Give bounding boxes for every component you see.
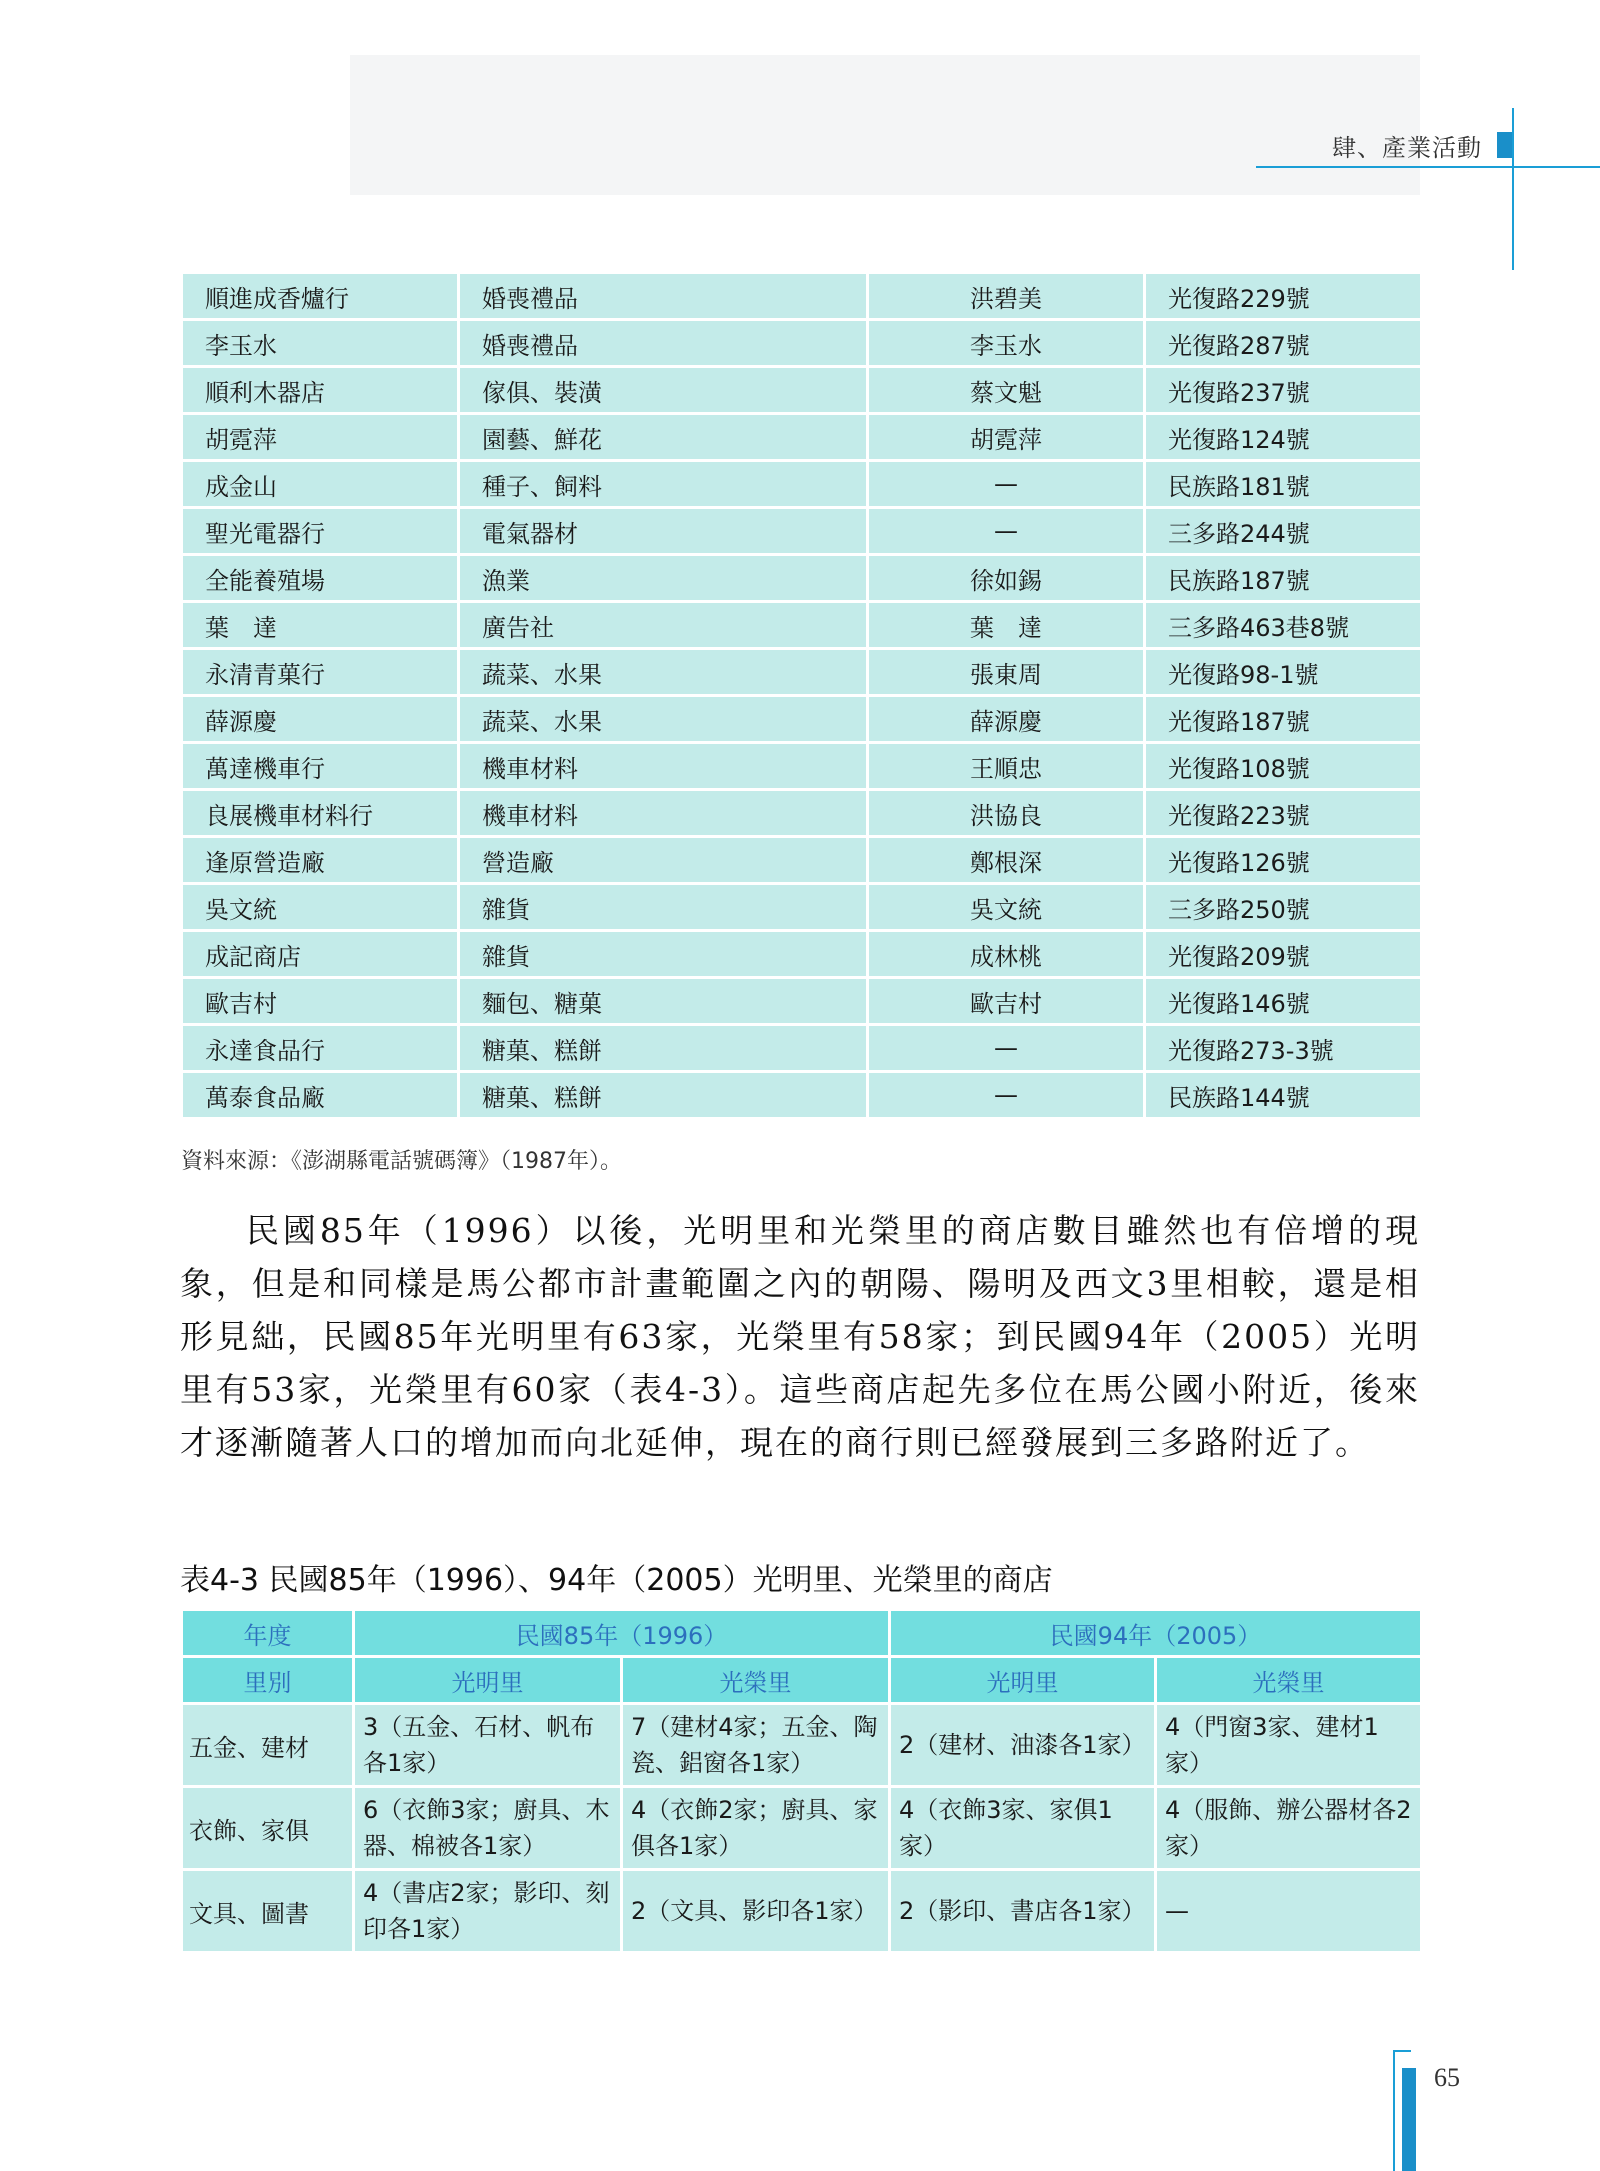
business-type-cell: 糖菓、糕餅: [459, 1025, 868, 1072]
count-cell: 4（衣飾3家、家俱1家）: [890, 1787, 1156, 1870]
address-cell: 民族路181號: [1145, 461, 1422, 508]
owner-cell: 洪協良: [868, 790, 1145, 837]
count-cell: 4（衣飾2家；廚具、家俱各1家）: [622, 1787, 890, 1870]
business-type-cell: 漁業: [459, 555, 868, 602]
table-row: [182, 931, 1422, 978]
owner-cell: 洪碧美: [868, 273, 1145, 320]
owner-cell: —: [868, 508, 1145, 555]
table-row: [182, 555, 1422, 602]
table-row: [182, 837, 1422, 884]
owner-cell: 葉 達: [868, 602, 1145, 649]
table-row: [182, 320, 1422, 367]
shop-name-cell: 成記商店: [182, 931, 459, 978]
address-cell: 三多路250號: [1145, 884, 1422, 931]
business-type-cell: 廣告社: [459, 602, 868, 649]
owner-cell: 成林桃: [868, 931, 1145, 978]
count-cell: 3（五金、石材、帆布各1家）: [354, 1704, 622, 1787]
address-cell: 光復路237號: [1145, 367, 1422, 414]
count-cell: 2（影印、書店各1家）: [890, 1870, 1156, 1953]
shop-name-cell: 全能養殖場: [182, 555, 459, 602]
table-row: [182, 1072, 1422, 1119]
count-cell: 4（門窗3家、建材1家）: [1156, 1704, 1422, 1787]
table-row: [182, 1870, 1422, 1953]
shop-name-cell: 順進成香爐行: [182, 273, 459, 320]
shop-name-cell: 胡霓萍: [182, 414, 459, 461]
header-li-name: 光明里: [890, 1657, 1156, 1704]
address-cell: 三多路244號: [1145, 508, 1422, 555]
address-cell: 光復路223號: [1145, 790, 1422, 837]
owner-cell: —: [868, 461, 1145, 508]
body-paragraph: 民國85年（1996）以後，光明里和光榮里的商店數目雖然也有倍增的現象，但是和同樣是馬公都市計畫範圍之內的朝陽、陽明及西文3里相較，還是相形見絀，民國85年光明里有63家，光榮里有58家；到民國94年（2005）光明里有53家，光榮里有60家（表4-3）。這些商店起先多位在馬公國小附近，後來才逐漸隨著人口的增加而向北延伸，現在的商行則已經發展到三多路附近了。: [180, 1211, 1420, 1462]
header-li-name: 光明里: [354, 1657, 622, 1704]
footer-tick: [1393, 2050, 1411, 2052]
shop-name-cell: 萬泰食品廠: [182, 1072, 459, 1119]
address-cell: 三多路463巷8號: [1145, 602, 1422, 649]
table-row: [182, 1704, 1422, 1787]
business-type-cell: 傢俱、裝潢: [459, 367, 868, 414]
category-label: 衣飾、家俱: [182, 1787, 354, 1870]
business-type-cell: 電氣器材: [459, 508, 868, 555]
owner-cell: 鄭根深: [868, 837, 1145, 884]
business-type-cell: 婚喪禮品: [459, 320, 868, 367]
table-row: [182, 508, 1422, 555]
business-type-cell: 機車材料: [459, 743, 868, 790]
footer-page-bar: [1402, 2068, 1416, 2171]
table-row: [182, 978, 1422, 1025]
header-year-1996: 民國85年（1996）: [354, 1610, 890, 1657]
shop-name-cell: 逢原營造廠: [182, 837, 459, 884]
address-cell: 光復路146號: [1145, 978, 1422, 1025]
table-row: [182, 743, 1422, 790]
table-row: [182, 649, 1422, 696]
table-row: [182, 461, 1422, 508]
shop-name-cell: 吳文統: [182, 884, 459, 931]
chapter-title: 肆、產業活動: [1332, 134, 1482, 162]
header-li-name: 光榮里: [622, 1657, 890, 1704]
address-cell: 光復路287號: [1145, 320, 1422, 367]
shop-name-cell: 薛源慶: [182, 696, 459, 743]
shop-name-cell: 良展機車材料行: [182, 790, 459, 837]
table-row: [182, 367, 1422, 414]
owner-cell: 吳文統: [868, 884, 1145, 931]
table-row: [182, 1025, 1422, 1072]
count-cell: 6（衣飾3家；廚具、木器、棉被各1家）: [354, 1787, 622, 1870]
address-cell: 光復路273-3號: [1145, 1025, 1422, 1072]
business-type-cell: 營造廠: [459, 837, 868, 884]
count-cell: —: [1156, 1870, 1422, 1953]
business-type-cell: 糖菓、糕餅: [459, 1072, 868, 1119]
business-type-cell: 蔬菜、水果: [459, 649, 868, 696]
header-rule-horizontal: [1256, 166, 1600, 168]
header-li-label: 里別: [182, 1657, 354, 1704]
business-type-cell: 雜貨: [459, 884, 868, 931]
business-type-cell: 蔬菜、水果: [459, 696, 868, 743]
header-li-name: 光榮里: [1156, 1657, 1422, 1704]
address-cell: 民族路187號: [1145, 555, 1422, 602]
owner-cell: 徐如錫: [868, 555, 1145, 602]
owner-cell: —: [868, 1025, 1145, 1072]
owner-cell: 王順忠: [868, 743, 1145, 790]
business-type-cell: 種子、飼料: [459, 461, 868, 508]
owner-cell: —: [868, 1072, 1145, 1119]
owner-cell: 胡霓萍: [868, 414, 1145, 461]
business-type-cell: 園藝、鮮花: [459, 414, 868, 461]
table-row: [182, 414, 1422, 461]
address-cell: 光復路229號: [1145, 273, 1422, 320]
count-cell: 7（建材4家；五金、陶瓷、鋁窗各1家）: [622, 1704, 890, 1787]
address-cell: 光復路187號: [1145, 696, 1422, 743]
category-label: 五金、建材: [182, 1704, 354, 1787]
header-rule-vertical: [1512, 108, 1514, 270]
table-row: [182, 602, 1422, 649]
table-row: [182, 790, 1422, 837]
footer-rule: [1393, 2050, 1395, 2171]
shop-name-cell: 聖光電器行: [182, 508, 459, 555]
business-type-cell: 機車材料: [459, 790, 868, 837]
table-row: [182, 1787, 1422, 1870]
owner-cell: 蔡文魁: [868, 367, 1145, 414]
table-row: [182, 696, 1422, 743]
shop-count-table: [180, 1608, 1423, 1954]
shop-name-cell: 葉 達: [182, 602, 459, 649]
header-row-li: [182, 1657, 1422, 1704]
shop-name-cell: 永清青菓行: [182, 649, 459, 696]
address-cell: 民族路144號: [1145, 1072, 1422, 1119]
table-caption: 表4-3 民國85年（1996）、94年（2005）光明里、光榮里的商店: [180, 1563, 1053, 1598]
business-type-cell: 麵包、糖菓: [459, 978, 868, 1025]
header-marker: [1497, 132, 1513, 158]
owner-cell: 薛源慶: [868, 696, 1145, 743]
count-cell: 4（服飾、辦公器材各2家）: [1156, 1787, 1422, 1870]
table-row: [182, 884, 1422, 931]
owner-cell: 歐吉村: [868, 978, 1145, 1025]
shop-name-cell: 歐吉村: [182, 978, 459, 1025]
shop-name-cell: 萬達機車行: [182, 743, 459, 790]
shop-name-cell: 永達食品行: [182, 1025, 459, 1072]
address-cell: 光復路98-1號: [1145, 649, 1422, 696]
address-cell: 光復路126號: [1145, 837, 1422, 884]
owner-cell: 李玉水: [868, 320, 1145, 367]
header-year-label: 年度: [182, 1610, 354, 1657]
shop-name-cell: 李玉水: [182, 320, 459, 367]
business-type-cell: 婚喪禮品: [459, 273, 868, 320]
count-cell: 2（建材、油漆各1家）: [890, 1704, 1156, 1787]
shop-name-cell: 順利木器店: [182, 367, 459, 414]
header-row-year: [182, 1610, 1422, 1657]
header-band: [350, 55, 1420, 195]
shop-name-cell: 成金山: [182, 461, 459, 508]
page-number: 65: [1434, 2063, 1460, 2092]
business-type-cell: 雜貨: [459, 931, 868, 978]
category-label: 文具、圖書: [182, 1870, 354, 1953]
table-source-note: 資料來源：《澎湖縣電話號碼簿》（1987年）。: [181, 1149, 622, 1174]
owner-cell: 張東周: [868, 649, 1145, 696]
count-cell: 4（書店2家；影印、刻印各1家）: [354, 1870, 622, 1953]
address-cell: 光復路209號: [1145, 931, 1422, 978]
address-cell: 光復路124號: [1145, 414, 1422, 461]
header-year-2005: 民國94年（2005）: [890, 1610, 1422, 1657]
address-cell: 光復路108號: [1145, 743, 1422, 790]
table-row: [182, 273, 1422, 320]
count-cell: 2（文具、影印各1家）: [622, 1870, 890, 1953]
shop-directory-table: [180, 271, 1423, 1120]
